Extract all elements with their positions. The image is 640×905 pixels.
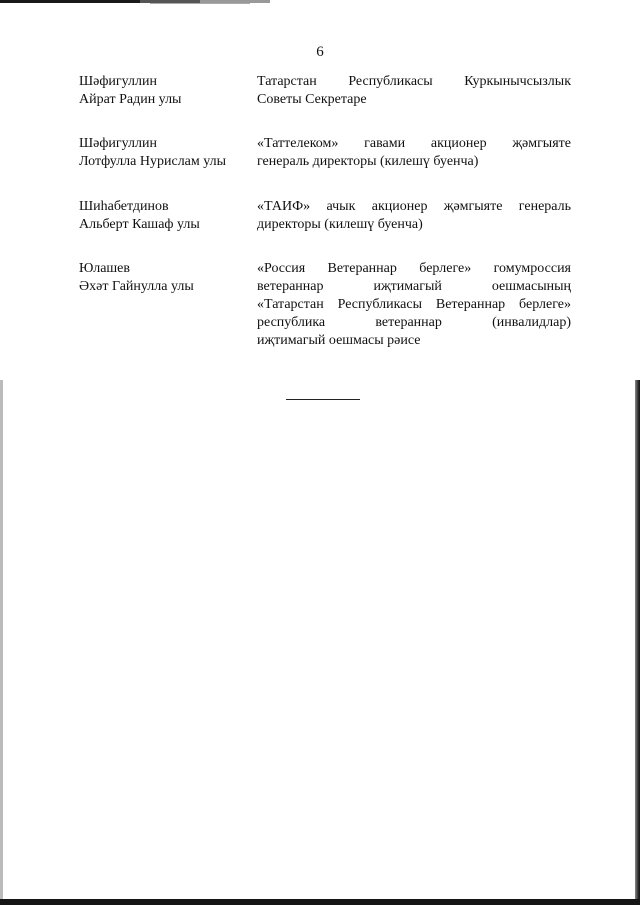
member-given-names: Альберт Кашаф улы	[79, 217, 200, 232]
scan-right-edge-shadow	[635, 380, 640, 905]
position-line: «Татарстан Республикасы Ветераннар берлеге»	[257, 297, 571, 312]
member-given-names: Айрат Радин улы	[79, 92, 182, 107]
position-line: республика ветераннар (инвалидлар)	[257, 315, 571, 330]
position-line: «ТАИФ» ачык акционер җәмгыяте генераль	[257, 199, 571, 214]
page-number: 6	[316, 44, 324, 60]
position-line: «Таттелеком» гавами акционер җәмгыяте	[257, 136, 571, 151]
member-surname: Шәфигуллин	[79, 74, 157, 89]
position-line: иҗтимагый оешмасы рәисе	[257, 333, 421, 348]
position-line: директоры (килешү буенча)	[257, 217, 423, 232]
position-line: Советы Секретаре	[257, 92, 367, 107]
member-name	[79, 260, 249, 296]
closing-divider	[286, 399, 360, 400]
position-line: Татарстан Республикасы Куркынычсызлык	[257, 74, 571, 89]
scan-bottom-edge-shadow	[0, 899, 640, 905]
scan-left-edge-shadow	[0, 380, 3, 900]
member-surname: Шиһабетдинов	[79, 199, 169, 214]
position-line: «Россия Ветераннар берлеге» гомумроссия	[257, 261, 571, 276]
member-given-names: Лотфулла Нурислам улы	[79, 154, 227, 169]
member-position	[257, 73, 571, 109]
scan-top-edge-mark-secondary	[150, 3, 250, 4]
member-surname: Шәфигуллин	[79, 136, 157, 151]
member-position	[257, 135, 571, 171]
position-line: ветераннар иҗтимагый оешмасының	[257, 279, 571, 294]
member-name	[79, 198, 249, 234]
member-position	[257, 198, 571, 234]
member-position	[257, 260, 571, 350]
member-name	[79, 135, 249, 171]
position-line: генераль директоры (килешү буенча)	[257, 154, 479, 169]
member-name	[79, 73, 249, 109]
member-surname: Юлашев	[79, 261, 131, 276]
member-given-names: Әхәт Гайнулла улы	[79, 279, 194, 294]
